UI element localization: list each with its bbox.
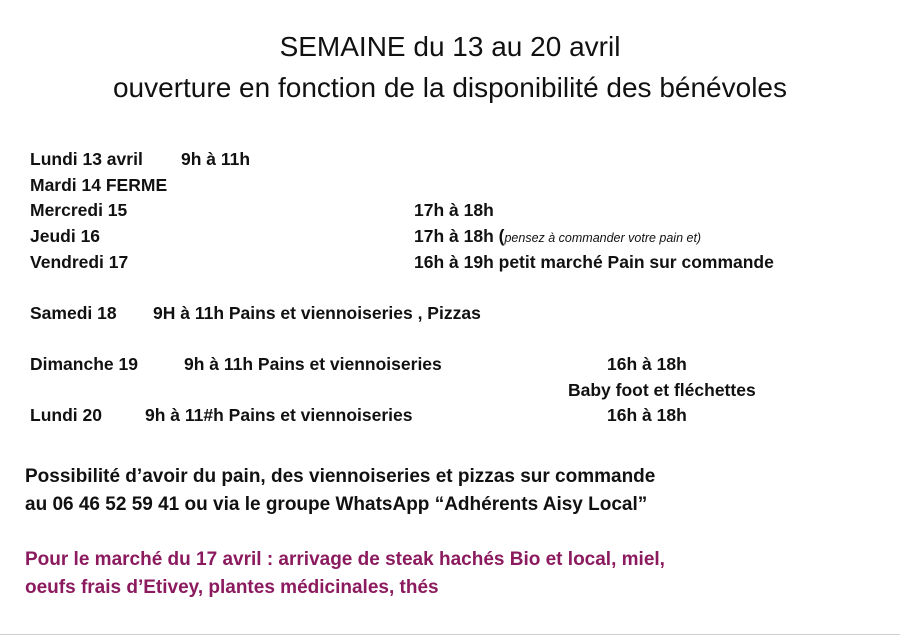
market-info-line-1: Pour le marché du 17 avril : arrivage de steak hachés Bio et local, miel,: [25, 549, 665, 570]
jeudi-16-hours: 17h à 18h (: [414, 226, 505, 246]
schedule-evening-vendredi-17: 16h à 19h petit marché Pain sur commande: [414, 252, 774, 272]
schedule-details-lundi-20: 9h à 11#h Pains et viennoiseries: [145, 405, 413, 425]
schedule-evening-dimanche-19: 16h à 18h: [607, 354, 687, 374]
schedule-extra-dimanche-19: Baby foot et fléchettes: [568, 380, 756, 400]
schedule-day-vendredi-17: Vendredi 17: [30, 252, 129, 272]
jeudi-16-note: pensez à commander votre pain et): [504, 231, 702, 245]
schedule-details-dimanche-19: 9h à 11h Pains et viennoiseries: [184, 354, 442, 374]
schedule-details-samedi-18: 9H à 11h Pains et viennoiseries , Pizzas: [153, 303, 481, 323]
schedule-day-lundi-13: Lundi 13 avril: [30, 149, 143, 169]
schedule-day-samedi-18: Samedi 18: [30, 303, 117, 323]
schedule-evening-jeudi-16: [414, 225, 701, 249]
schedule-day-lundi-20: Lundi 20: [30, 405, 102, 425]
title-line-2: ouverture en fonction de la disponibilité des bénévoles: [112, 72, 787, 103]
schedule-evening-mercredi-15: 17h à 18h: [414, 200, 494, 220]
schedule-day-mardi-14: Mardi 14 FERME: [30, 175, 168, 195]
schedule-day-jeudi-16: Jeudi 16: [30, 226, 101, 246]
market-info-line-2: oeufs frais d’Etivey, plantes médicinales, thés: [25, 577, 439, 598]
order-info-line-1: Possibilité d’avoir du pain, des viennoiseries et pizzas sur commande: [25, 466, 656, 487]
schedule-evening-lundi-20: 16h à 18h: [607, 405, 687, 425]
schedule-day-dimanche-19: Dimanche 19: [30, 354, 138, 374]
schedule-day-mercredi-15: Mercredi 15: [30, 200, 128, 220]
title-line-1: SEMAINE du 13 au 20 avril: [279, 31, 621, 62]
bottom-divider: [0, 634, 900, 635]
schedule-hours-lundi-13: 9h à 11h: [181, 149, 251, 169]
order-info-line-2: au 06 46 52 59 41 ou via le groupe WhatsApp “Adhérents Aisy Local”: [25, 494, 648, 515]
